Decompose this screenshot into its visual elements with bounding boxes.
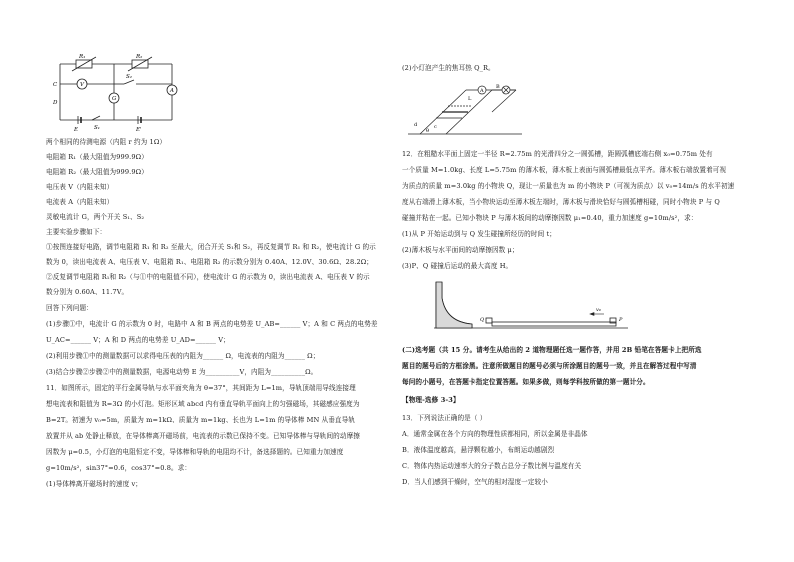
text-line: 灵敏电流计 G，两个开关 S₁、S₂ bbox=[46, 213, 145, 221]
option-a: A．通常金属在各个方向的物理性质都相同，所以金属是非晶体 bbox=[402, 430, 588, 438]
label-a: A bbox=[170, 88, 174, 94]
text-line: ①按图连接好电路，调节电阻箱 R₁ 和 R₂ 至最大，闭合开关 S₁和 S₂，再反复调节 R₁ 和 R₂，使电流计 G 的示 bbox=[46, 243, 376, 251]
text-line: 题目的题号后的方框涂黑。注意所做题目的题号必须与所涂题目的题号一致，并且在解答过程中写清 bbox=[402, 362, 697, 370]
text-line: 为质点的质量 m=3.0kg 的小物块 Q，现让一质量也为 m 的小物块 P（可视为质点）以 v₀=14m/s 的水平初速 bbox=[402, 182, 735, 190]
text-line: 数为 0，读出电流表 A、电压表 V、电阻箱 R₁、电阻箱 R₂ 的示数分别为 0.40A、12.0V、30.6Ω、28.2Ω； bbox=[46, 258, 373, 266]
section-heading: 【物理-选修 3-3】 bbox=[402, 396, 460, 404]
text-line: 电压表 V（内阻未知） bbox=[46, 183, 114, 191]
label-c: c bbox=[434, 124, 437, 130]
text-line: 11．如图所示，固定的平行金属导轨与水平面夹角为 θ=37°，其间距为 L=1m，导轨顶端用导线连接理 bbox=[46, 384, 356, 392]
text-line: 12．在粗糙水平面上固定一半径 R=2.75m 的光滑四分之一圆弧槽，距圆弧槽底端右侧 x₀=0.75m 处有 bbox=[402, 150, 713, 158]
label-s1: S₁ bbox=[94, 125, 100, 131]
text-line: (2)薄木板与水平面间的动摩擦因数 μ； bbox=[402, 246, 519, 254]
arc-board-diagram bbox=[432, 278, 632, 338]
label-r1: R₁ bbox=[79, 54, 86, 60]
label-d: d bbox=[414, 122, 418, 128]
text-line: 电流表 A（内阻未知） bbox=[46, 198, 114, 206]
text-line: (3)结合步骤②步骤②中的测量数据，电源电动势 E 为__________V，内阻为__________Ω。 bbox=[46, 368, 318, 376]
text-line: 碰撞并粘在一起。已知小物块 P 与薄木板间的动摩擦因数 μ₁=0.40，重力加速度 g=10m/s²，求： bbox=[402, 214, 698, 222]
option-d: D．当人们感到干燥时，空气的相对湿度一定较小 bbox=[402, 478, 548, 486]
option-b: B．液体温度越高，悬浮颗粒越小，布朗运动越剧烈 bbox=[402, 446, 555, 454]
label-a: A bbox=[480, 88, 484, 94]
text-line: 两个相同的待测电源（内阻 r 约为 1Ω） bbox=[46, 138, 167, 146]
label-v0: v₀ bbox=[596, 307, 601, 313]
text-line: 因数为 μ=0.5，小灯泡的电阻恒定不变，导体棒和导轨的电阻均不计，备选择题的。已知重力加速度 bbox=[46, 448, 344, 456]
text-line: U_AC=______ V；A 和 D 两点的电势差 U_AD=______ V； bbox=[46, 336, 230, 344]
label-p: P bbox=[619, 317, 623, 323]
text-line: (1)步骤①中，电流计 G 的示数为 0 时，电路中 A 和 B 两点的电势差 U_AB=______ V；A 和 C 两点的电势差 bbox=[46, 320, 378, 328]
label-b: B bbox=[496, 84, 500, 90]
text-line: (2)小灯泡产生的焦耳热 Q_R。 bbox=[402, 64, 495, 72]
text-line: ②反复调节电阻箱 R₁和 R₂（与①中的电阻值不同），使电流计 G 的示数为 0，读出电流表 A、电压表 V 的示 bbox=[46, 273, 370, 281]
label-r2: R₂ bbox=[136, 54, 143, 60]
text-line: 电阻箱 R₁（最大阻值为999.9Ω） bbox=[46, 153, 148, 161]
text-line: 度从右端滑上薄木板，当小物块运动至薄木板左端时，薄木板与滑块恰好与圆弧槽相碰，同时小物块 P 与 Q bbox=[402, 198, 720, 206]
text-line: B=2T。初速为 v₀=5m，质量为 m=1kΩ、质量为 m=1kg、长也为 L=1m 的导体棒 MN 从垂直导轨 bbox=[46, 416, 356, 424]
label-e2: E' bbox=[136, 127, 142, 132]
label-q: Q bbox=[480, 317, 485, 323]
circuit-diagram bbox=[52, 54, 182, 132]
text-line: 每问的小题号，在答题卡指定位置答题。如果多做，则每学科按所做的第一题计分。 bbox=[402, 378, 650, 386]
text-line: (1)从 P 开始运动到与 Q 发生碰撞所经历的时间 t； bbox=[402, 230, 556, 238]
label-e1: E bbox=[74, 127, 79, 132]
label-g: G bbox=[112, 96, 117, 102]
option-c: C．物体内热运动速率大的分子数占总分子数比例与温度有关 bbox=[402, 462, 582, 470]
text-line: (2)利用步骤①中的测量数据可以求得电压表的内阻为______ Ω，电流表的内阻为______ Ω； bbox=[46, 352, 320, 360]
text-line: (二)选考题（共 15 分。请考生从给出的 2 道物理题任选一题作答，并用 2B 铅笔在答题卡上把所选 bbox=[402, 346, 702, 354]
text-line: 电阻箱 R₂（最大阻值为999.9Ω） bbox=[46, 168, 148, 176]
label-s2: S₂ bbox=[126, 74, 132, 80]
text-line: (1)导体棒离开磁场时的速度 v； bbox=[46, 480, 142, 488]
text-line: 一个质量 M=1.0kg、长度 L=5.75m 的薄木板，薄木板上表面与圆弧槽最低点平齐。薄木板右端放置着可视 bbox=[402, 166, 727, 174]
text-line: 数分别为 0.60A、11.7V。 bbox=[46, 288, 129, 296]
text-line: 想电流表和阻值为 R=3Ω 的小灯泡。矩形区域 abcd 内有垂直导轨平面向上的匀强磁场，其磁感应强度为 bbox=[46, 400, 360, 408]
text-line: (3)P、Q 碰撞后运动的最大高度 H。 bbox=[402, 262, 513, 270]
text-line: 主要实验步骤如下： bbox=[46, 228, 107, 236]
text-line: g=10m/s²，sin37°=0.6，cos37°=0.8。求： bbox=[46, 464, 192, 472]
incline-rail-diagram bbox=[406, 78, 526, 140]
label-d: D bbox=[53, 100, 58, 106]
label-theta: θ bbox=[426, 128, 430, 134]
text-line: 回答下列问题： bbox=[46, 304, 93, 312]
label-v: V bbox=[80, 82, 84, 88]
label-c: C bbox=[53, 82, 58, 88]
label-l: L bbox=[468, 96, 472, 102]
text-line: 放置并从 ab 处静止释放，在导体棒离开磁场前，电流表的示数已保持不变。已知导体棒与导轨间的动摩擦 bbox=[46, 432, 360, 440]
question-stem: 13．下列说法正确的是（ ） bbox=[402, 414, 487, 422]
